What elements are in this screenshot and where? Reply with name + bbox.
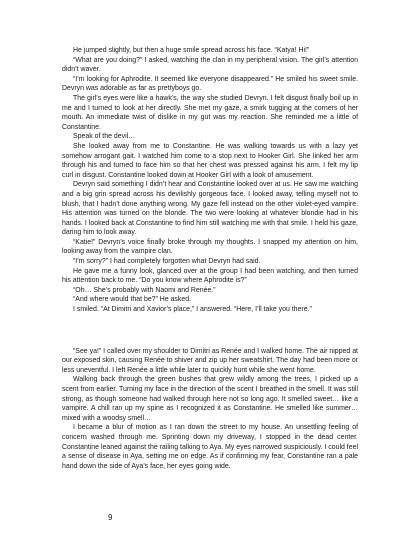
paragraph: “I’m looking for Aphrodite. It seemed like everyone disappeared.” He smiled his sweet smile. Devryn was adorable as far as prettyboys go. bbox=[62, 75, 358, 93]
paragraph: Walking back through the green bushes that grew wildly among the trees, I picked up a scent from earlier. Turning my face in the direction of the scent I breathed in the smell. It was still strong, as though someone had walked through here not so long ago. It smelled sweet… like a vampire. A chill ran up my spine as I recognized it as Constantine. He smelled like summer… mixed with a woodsy smell… bbox=[62, 376, 358, 422]
paragraph: Devryn said something I didn’t hear and Constantine looked over at us. He saw me watching and a big grin spread across his devilishly gorgeous face. I looked away, telling myself not to blush, that I hadn’t done anything wrong. My gaze fell instead on the other violet-eyed vampire. His attention was turned on the blonde. The two were looking at whatever blondie had in his hands. I looked back at Constantine to find him still watching me with that smile. I held his gaze, daring him to look away. bbox=[62, 181, 358, 237]
paragraph: I smiled. “At Dimitri and Xavior’s place,” I answered. “Here, I’ll take you there.” bbox=[73, 306, 312, 314]
paragraph: “See ya!” I called over my shoulder to Dimitri as Renée and I walked home. The air nipped at our exposed skin, causing Renée to shiver and zip up her sweatshirt. The day had been more or less uneventful. I left Renée a little while later to quickly hunt while she went home. bbox=[62, 347, 358, 374]
paragraph: He gave me a funny look, glanced over at the group I had been watching, and then turned his attention back to me. “Do you know where Aphrodite is?” bbox=[62, 267, 358, 285]
paragraph: She looked away from me to Constantine. He was walking towards us with a lazy yet somehow arrogant gait. I watched him come to a stop next to Hooker Girl. She linked her arm through his and turned to face him so that her chest was pressed against his arm. I felt my lip curl in disgust. Constantine looked down at Hooker Girl with a look of amusement. bbox=[62, 142, 358, 179]
paragraph: I became a blur of motion as I ran down the street to my house. An unsettling feeling of concern washed through me. Sprinting down my driveway, I stopped in the dead center. Constantine leaned against the railing talking to Aya. My eyes narrowed suspiciously. I could feel a sense of disease in Aya, setting me on edge. As if confirming my fear, Constantine ran a pale hand down the side of Aya’s face, her eyes going wide. bbox=[62, 424, 358, 470]
section-1 bbox=[62, 46, 358, 315]
paragraph: “Oh… She’s probably with Naomi and Renée.” bbox=[73, 286, 216, 294]
paragraph: The girl’s eyes were like a hawk’s, the way she studied Devryn. I felt disgust finally boil up in me and I turned to look at her directly. She met my gaze, a smirk tugging at the corners of her mouth. An immediate twist of dislike in my gut was my reaction. She reminded me a little of Constantine. bbox=[62, 94, 358, 131]
paragraph: “And where would that be?” He asked. bbox=[73, 296, 192, 304]
section-2 bbox=[62, 347, 358, 472]
paragraph: Speak of the devil… bbox=[73, 133, 136, 141]
paragraph: He jumped slightly, but then a huge smile spread across his face. “Katya! Hi!” bbox=[73, 47, 310, 54]
page-number: 9 bbox=[108, 513, 113, 522]
paragraph: “Katie!” Devryn’s voice finally broke through my thoughts. I snapped my attention on him, looking away from the vampire clan. bbox=[62, 238, 358, 256]
paragraph: “I’m sorry?” I had completely forgotten what Devryn had said. bbox=[73, 258, 261, 266]
paragraph: “What are you doing?” I asked, watching the clan in my peripheral vision. The girl’s attention didn’t waver. bbox=[62, 56, 358, 74]
